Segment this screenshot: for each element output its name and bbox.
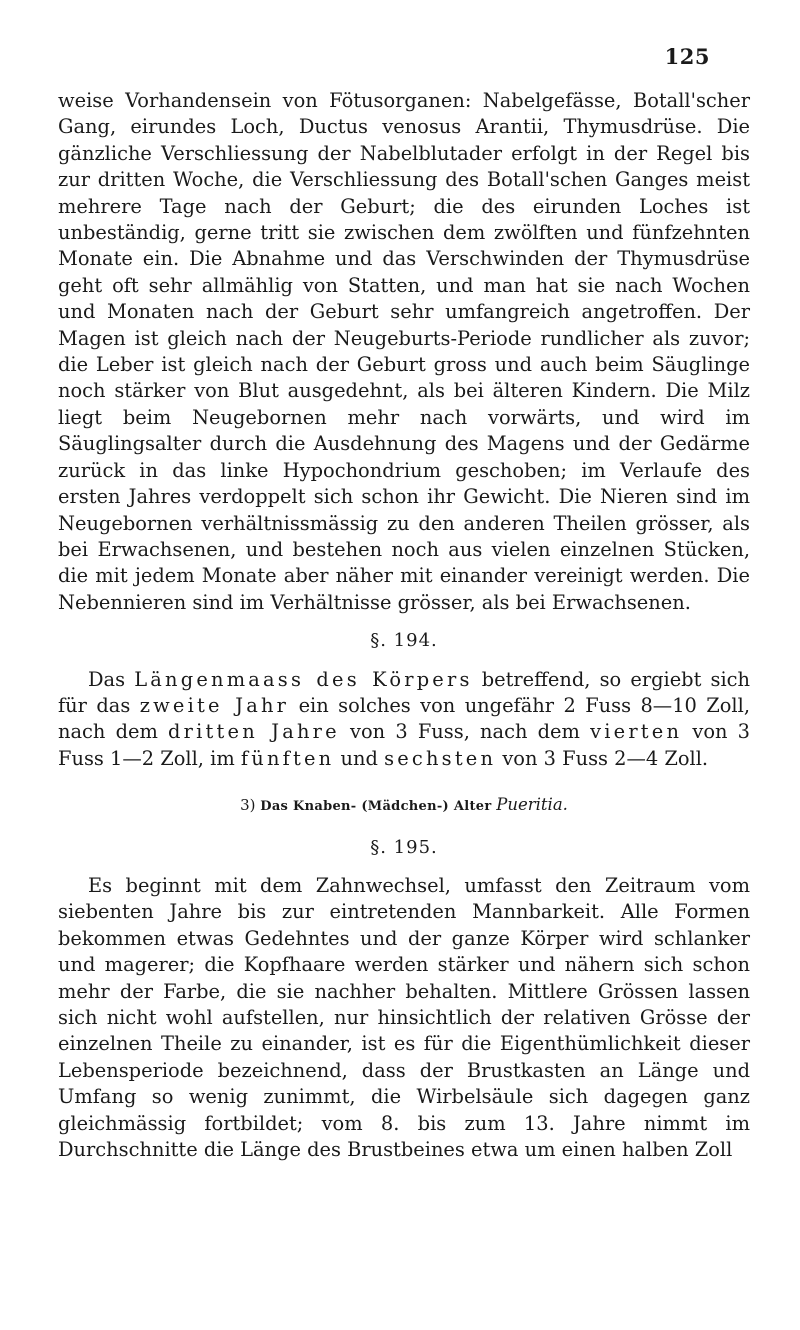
emphasis-spaced: vierten — [590, 720, 683, 744]
heading-label: Das Knaben- (Mädchen-) Alter — [260, 799, 492, 815]
page-body — [58, 88, 750, 1163]
emphasis-spaced: sechsten — [384, 746, 497, 770]
section-number-195: §. 195. — [370, 836, 438, 858]
text-segment: und — [334, 746, 385, 770]
heading-number: 3) — [240, 796, 256, 815]
text-segment: von 3 Fuss 2—4 Zoll. — [496, 746, 709, 770]
emphasis-spaced: dritten Jahre — [168, 720, 340, 744]
emphasis-spaced: fünften — [240, 746, 335, 770]
emphasis-spaced: zweite Jahr — [139, 693, 290, 717]
paragraph-foetal-organs: weise Vorhandensein von Fötusorganen: Nabelgefässe, Botall'scher Gang, eirundes Loch, Ductus venosus Arantii, Thymusdrüse. Die gänzliche Verschliessung der Nabelblutader erfolgt in der Regel bis zur dritten Woche, die Verschliessung des Botall'schen Ganges meist mehrere Tage nach der Geburt; die des eirunden Loches ist unbeständig, gerne tritt sie zwischen dem zwölften und fünfzehnten Monate ein. Die Abnahme und das Verschwinden der Thymusdrüse geht oft sehr allmählig von Statten, und man hat sie nach Wochen und Monaten nach der Geburt sehr umfangreich angetroffen. Der Magen ist gleich nach der Neugeburts-Periode rundlicher als zuvor; die Leber ist gleich nach der Geburt gross und auch beim Säuglinge noch stärker von Blut ausgedehnt, als bei älteren Kindern. Die Milz liegt beim Neugebornen mehr nach vorwärts, und wird im Säuglingsalter durch die Ausdehnung des Magens und der Gedärme zurück in das linke Hypochondrium geschoben; im Verlaufe des ersten Jahres verdoppelt sich schon ihr Gewicht. Die Nieren sind im Neugebornen verhältnissmässig zu den anderen Theilen grösser, als bei Erwachsenen, und bestehen noch aus vielen einzelnen Stücken, die mit jedem Monate aber näher mit einander vereinigt werden. Die Nebennieren sind im Verhältnisse grösser, als bei Erwachsenen. — [58, 89, 750, 614]
chapter-heading — [58, 792, 750, 820]
emphasis-spaced: Längenmaass des Körpers — [134, 667, 473, 691]
paragraph-body-length — [58, 667, 750, 773]
text-segment: ein solches von ungefähr 2 Fuss 8—10 Zoll, nach dem — [58, 693, 750, 744]
page-number: 125 — [664, 44, 710, 69]
heading-latin: Pueritia. — [496, 795, 568, 815]
text-segment: betreffend, so ergiebt sich für das — [58, 667, 751, 717]
text-segment: von 3 Fuss, nach dem — [339, 720, 591, 744]
text-segment: Das — [88, 667, 135, 691]
paragraph-childhood: Es beginnt mit dem Zahnwechsel, umfasst den Zeitraum vom siebenten Jahre bis zur eintretenden Mannbarkeit. Alle Formen bekommen etwas Gedehntes und der ganze Körper wird schlanker und magerer; die Kopfhaare werden stärker und nähern sich schon mehr der Farbe, die sie nachher behalten. Mittlere Grössen lassen sich nicht wohl aufstellen, nur hinsichtlich der relativen Grösse der einzelnen Theile zu einander, ist es für die Eigenthümlichkeit dieser Lebensperiode bezeichnend, dass der Brustkasten an Länge und Umfang so wenig zunimmt, die Wirbelsäule sich dagegen ganz gleichmässig fortbildet; vom 8. bis zum 13. Jahre nimmt im Durchschnitte die Länge des Brustbeines etwa um einen halben Zoll — [58, 873, 750, 1162]
text-segment: von 3 Fuss 1—2 Zoll, im — [58, 720, 750, 770]
section-number-194: §. 194. — [370, 630, 438, 652]
